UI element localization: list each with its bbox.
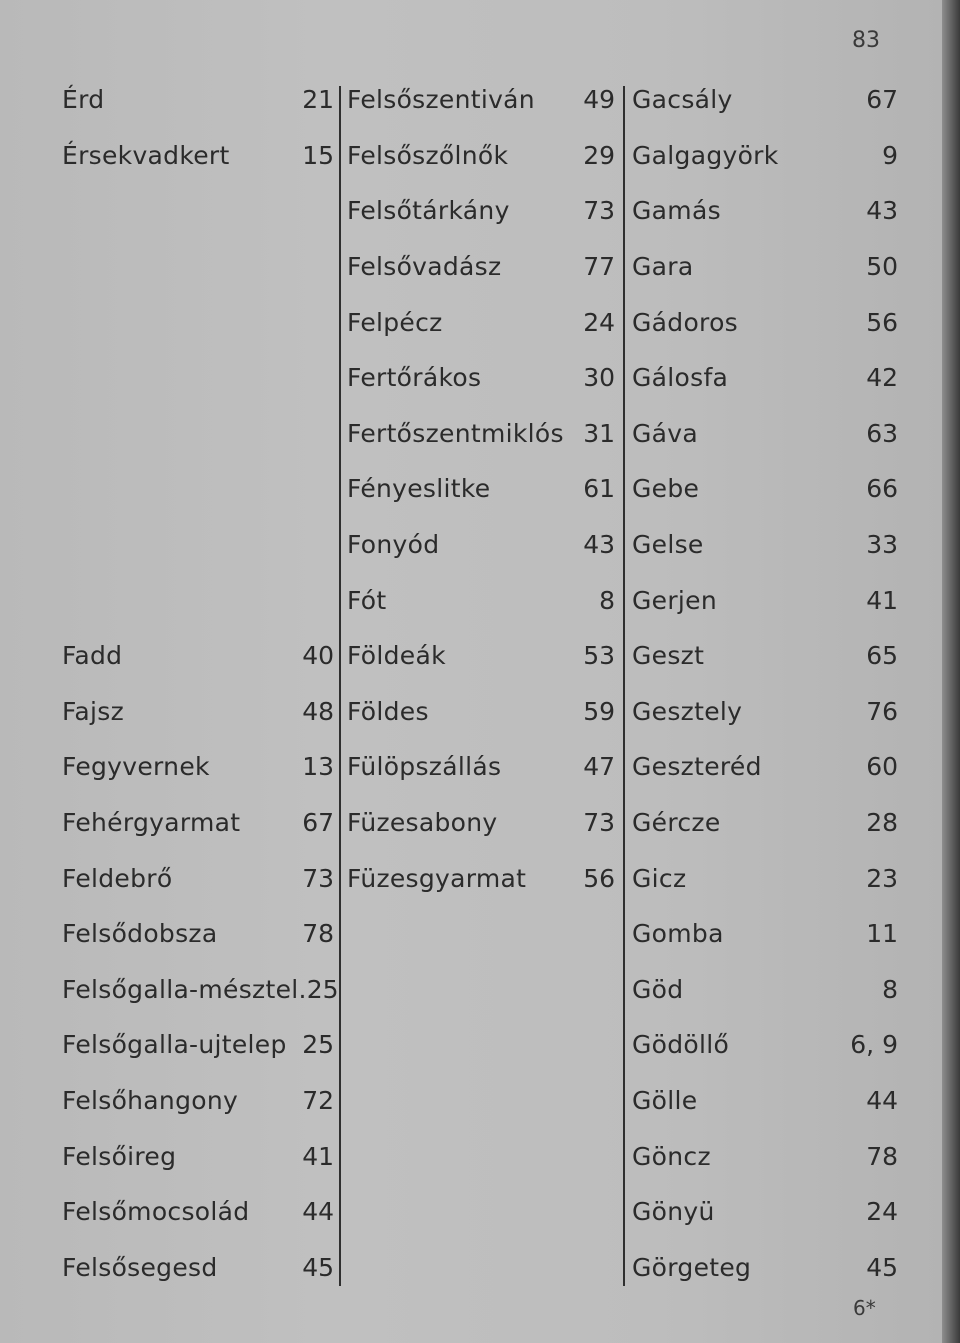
place-name: Gomba [632, 919, 724, 949]
index-entry [632, 72, 898, 128]
place-name: Felsősegesd [62, 1252, 218, 1282]
place-name: Felsőireg [62, 1141, 177, 1171]
index-entry [347, 128, 615, 184]
index-entry [632, 294, 898, 350]
page-reference: 41 [866, 585, 898, 615]
place-name: Felsőgalla-ujtelep [62, 1030, 287, 1060]
page-reference: 44 [866, 1085, 898, 1115]
index-entry [62, 72, 334, 128]
index-entry [62, 1017, 334, 1073]
page-reference: 77 [583, 252, 615, 282]
page-reference: 56 [866, 307, 898, 337]
page-reference: 50 [866, 252, 898, 282]
index-entry [62, 239, 334, 295]
index-entry [62, 1073, 334, 1129]
place-name: Gesztely [632, 696, 743, 726]
page-reference: 78 [866, 1141, 898, 1171]
page-reference: 43 [583, 530, 615, 560]
page-reference: 21 [302, 85, 334, 115]
index-entry [347, 517, 615, 573]
page-reference: 72 [302, 1085, 334, 1115]
index-entry [632, 239, 898, 295]
index-entry [62, 572, 334, 628]
place-name: Geszt [632, 641, 705, 671]
place-name: Gádoros [632, 307, 739, 337]
index-entry [62, 795, 334, 851]
page-reference: 73 [583, 808, 615, 838]
index-entry [62, 1128, 334, 1184]
index-entry [62, 684, 334, 740]
place-name: Fót [347, 585, 387, 615]
place-name: Galgagyörk [632, 140, 779, 170]
page-reference: 43 [866, 196, 898, 226]
place-name: Geszteréd [632, 752, 762, 782]
place-name: Füzesgyarmat [347, 863, 527, 893]
index-entry [62, 128, 334, 184]
place-name: Gara [632, 252, 694, 282]
index-entry [632, 350, 898, 406]
index-entry [632, 739, 898, 795]
page-reference: 61 [583, 474, 615, 504]
index-entry [347, 461, 615, 517]
index-entry [62, 517, 334, 573]
index-entry [62, 850, 334, 906]
place-name: Felsőszentiván [347, 85, 535, 115]
place-name: Gönyü [632, 1197, 715, 1227]
page-reference: 8 [599, 585, 615, 615]
page-reference: 60 [866, 752, 898, 782]
index-entry [632, 461, 898, 517]
index-entry [632, 517, 898, 573]
page-reference: 33 [866, 530, 898, 560]
place-name: Fonyód [347, 530, 440, 560]
place-name: Felsőgalla-mésztel. [62, 974, 307, 1004]
place-name: Gacsály [632, 85, 733, 115]
place-name: Füzesabony [347, 808, 498, 838]
place-name: Fényeslitke [347, 474, 491, 504]
page-reference: 42 [866, 363, 898, 393]
index-entry [632, 1239, 898, 1295]
index-entry [632, 572, 898, 628]
page-reference: 45 [302, 1252, 334, 1282]
page-reference: 59 [583, 696, 615, 726]
place-name: Fajsz [62, 696, 124, 726]
place-name: Felsőhangony [62, 1085, 239, 1115]
place-name: Felsőtárkány [347, 196, 510, 226]
index-entry [347, 684, 615, 740]
place-name: Érd [62, 85, 105, 115]
index-entry [632, 1017, 898, 1073]
page-reference: 41 [302, 1141, 334, 1171]
index-entry [347, 72, 615, 128]
index-entry [632, 850, 898, 906]
place-name: Fadd [62, 641, 123, 671]
place-name: Gerjen [632, 585, 718, 615]
column-divider-1 [339, 86, 341, 1286]
place-name: Gödöllő [632, 1030, 730, 1060]
index-entry [62, 294, 334, 350]
index-entry [62, 906, 334, 962]
index-entry [62, 628, 334, 684]
place-name: Gebe [632, 474, 700, 504]
index-entry [62, 461, 334, 517]
index-entry [632, 1073, 898, 1129]
index-entry [632, 962, 898, 1018]
page-reference: 44 [302, 1197, 334, 1227]
page-reference: 65 [866, 641, 898, 671]
page-reference: 31 [583, 418, 615, 448]
page-reference: 28 [866, 808, 898, 838]
index-entry [347, 183, 615, 239]
place-name: Gicz [632, 863, 687, 893]
page-reference: 9 [882, 140, 898, 170]
page-reference: 23 [866, 863, 898, 893]
page-reference: 11 [866, 919, 898, 949]
index-entry [347, 628, 615, 684]
index-entry [347, 572, 615, 628]
index-entry [62, 1239, 334, 1295]
place-name: Göd [632, 974, 684, 1004]
place-name: Fülöpszállás [347, 752, 502, 782]
place-name: Földeák [347, 641, 446, 671]
page-reference: 67 [866, 85, 898, 115]
index-entry [62, 1184, 334, 1240]
page-reference: 29 [583, 140, 615, 170]
index-entry [347, 406, 615, 462]
page-reference: 47 [583, 752, 615, 782]
page-reference: 48 [302, 696, 334, 726]
index-entry [347, 739, 615, 795]
index-entry [62, 183, 334, 239]
page-reference: 73 [302, 863, 334, 893]
index-entry [632, 628, 898, 684]
place-name: Gölle [632, 1085, 698, 1115]
place-name: Felsőmocsolád [62, 1197, 250, 1227]
page-reference: 56 [583, 863, 615, 893]
place-name: Feldebrő [62, 863, 173, 893]
place-name: Fertőszentmiklós [347, 418, 564, 448]
page-reference: 25 [302, 1030, 334, 1060]
index-entry [632, 1184, 898, 1240]
place-name: Felpécz [347, 307, 443, 337]
index-entry [62, 406, 334, 462]
page-reference: 66 [866, 474, 898, 504]
index-column-3 [632, 72, 898, 1295]
index-entry [632, 1128, 898, 1184]
place-name: Felsőszőlnők [347, 140, 509, 170]
index-entry [632, 183, 898, 239]
place-name: Felsővadász [347, 252, 502, 282]
place-name: Gamás [632, 196, 721, 226]
page-reference: 13 [302, 752, 334, 782]
index-column-2 [347, 72, 615, 906]
index-entry [632, 795, 898, 851]
index-entry [62, 739, 334, 795]
place-name: Görgeteg [632, 1252, 752, 1282]
signature-mark: 6* [853, 1296, 876, 1320]
page-reference: 24 [866, 1197, 898, 1227]
index-entry [632, 906, 898, 962]
page-reference: 73 [583, 196, 615, 226]
page-reference: 67 [302, 808, 334, 838]
page-reference: 76 [866, 696, 898, 726]
place-name: Földes [347, 696, 429, 726]
index-entry [632, 406, 898, 462]
page-reference: 63 [866, 418, 898, 448]
page-edge-shadow [942, 0, 960, 1343]
place-name: Gálosfa [632, 363, 729, 393]
page-reference: 6, 9 [850, 1030, 898, 1060]
index-entry [632, 684, 898, 740]
index-entry [62, 962, 339, 1018]
page-reference: 78 [302, 919, 334, 949]
page-reference: 25 [306, 974, 339, 1004]
index-entry [347, 294, 615, 350]
column-divider-2 [623, 86, 625, 1286]
index-entry [347, 850, 615, 906]
place-name: Fegyvernek [62, 752, 210, 782]
page-reference: 40 [302, 641, 334, 671]
page-reference: 30 [583, 363, 615, 393]
page-reference: 45 [866, 1252, 898, 1282]
page-reference: 49 [583, 85, 615, 115]
index-entry [347, 350, 615, 406]
page-number: 83 [852, 28, 880, 53]
place-name: Érsekvadkert [62, 140, 230, 170]
page-reference: 53 [583, 641, 615, 671]
place-name: Gáva [632, 418, 699, 448]
index-entry [62, 350, 334, 406]
place-name: Fehérgyarmat [62, 808, 241, 838]
page-reference: 8 [882, 974, 898, 1004]
place-name: Gelse [632, 530, 704, 560]
place-name: Göncz [632, 1141, 711, 1171]
index-entry [632, 128, 898, 184]
page-reference: 24 [583, 307, 615, 337]
page-reference: 15 [302, 140, 334, 170]
index-entry [347, 239, 615, 295]
place-name: Felsődobsza [62, 919, 218, 949]
place-name: Fertőrákos [347, 363, 482, 393]
index-column-1 [62, 72, 339, 1295]
place-name: Gércze [632, 808, 721, 838]
index-entry [347, 795, 615, 851]
